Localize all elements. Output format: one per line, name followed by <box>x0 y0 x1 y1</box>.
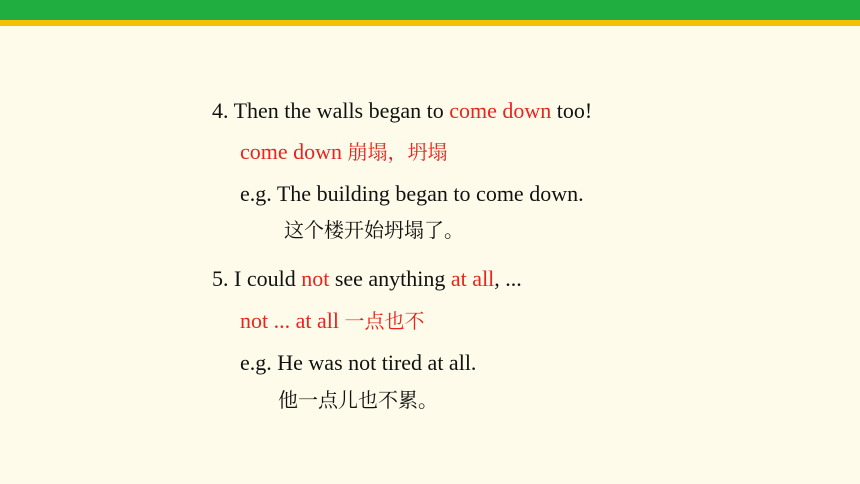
item5-example-cn: 他一点儿也不累。 <box>278 388 438 412</box>
item5-sentence-highlight-not: not <box>301 266 330 291</box>
item4-example-en: e.g. The building began to come down. <box>240 181 584 206</box>
item5-phrase-en: not ... at all <box>240 308 339 333</box>
item4-sentence-end: too! <box>551 98 593 123</box>
item4-phrase <box>240 139 448 165</box>
item5-phrase <box>240 308 424 334</box>
item5-sentence-mid: see anything <box>329 266 451 291</box>
item4-phrase-cn: 崩塌，坍塌 <box>347 140 448 164</box>
top-green-bar <box>0 0 860 20</box>
item4-sentence-text: 4. Then the walls began to <box>212 98 450 123</box>
item5-example-en: e.g. He was not tired at all. <box>240 350 477 375</box>
item5-phrase-cn: 一点也不 <box>344 309 425 333</box>
item5-sentence-highlight-at-all: at all <box>450 266 495 291</box>
item4-sentence <box>212 98 592 124</box>
item4-sentence-highlight: come down <box>449 98 552 123</box>
item4-example-cn: 这个楼开始坍塌了。 <box>284 218 464 242</box>
item5-sentence <box>212 266 522 292</box>
top-yellow-stripe <box>0 20 860 26</box>
item5-sentence-end: , ... <box>494 266 522 291</box>
item5-sentence-text: 5. I could <box>212 266 302 291</box>
item4-phrase-en: come down <box>240 139 343 164</box>
